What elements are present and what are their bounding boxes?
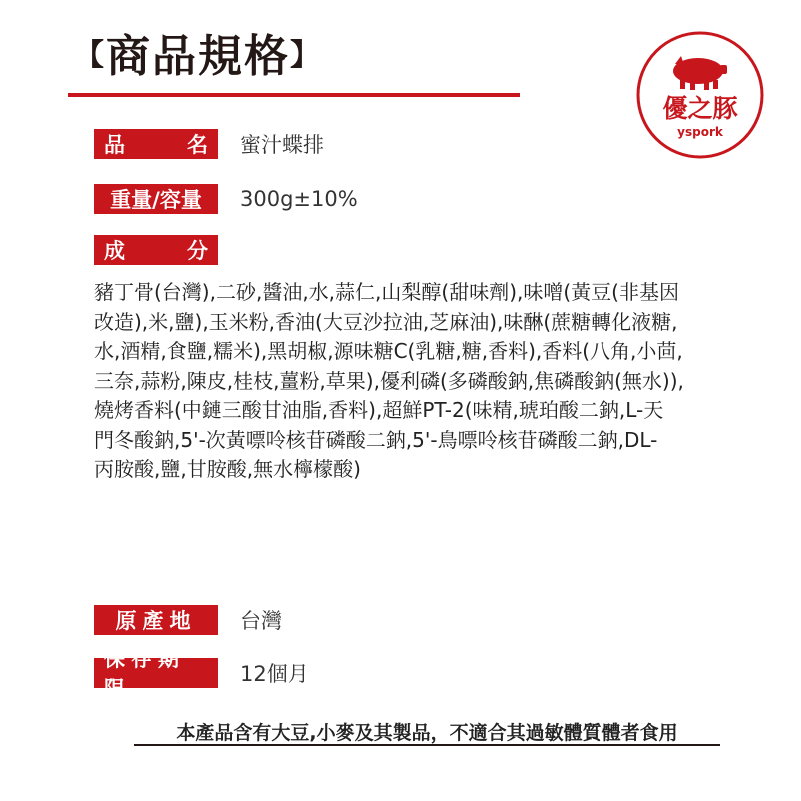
spec-label-origin: 原產地: [94, 605, 218, 635]
spec-row-product-name: [94, 129, 324, 159]
spec-label-ingredients: [94, 235, 218, 265]
spec-value-product-name: 蜜汁蝶排: [240, 133, 324, 157]
label-char: 品: [104, 133, 125, 157]
spec-label-shelf-life: 保存期限: [94, 658, 218, 688]
ingredients-line: 三奈,蒜粉,陳皮,桂枝,薑粉,草果),優利磷(多磷酸鈉,焦磷酸鈉(無水)),: [94, 368, 684, 393]
brand-logo: [634, 29, 766, 161]
ingredients-line: 門冬酸鈉,5'-次黃嘌呤核苷磷酸二鈉,5'-鳥嘌呤核苷磷酸二鈉,DL-: [94, 427, 658, 452]
ingredients-line: 豬丁骨(台灣),二砂,醬油,水,蒜仁,山梨醇(甜味劑),味噌(黃豆(非基因: [94, 280, 679, 304]
notice-underline: [134, 744, 720, 746]
spec-value-weight: 300g±10%: [240, 187, 358, 211]
title-bracket-right: 】: [290, 38, 322, 73]
ingredients-line: 燒烤香料(中鏈三酸甘油脂,香料),超鮮PT-2(味精,琥珀酸二鈉,L-天: [94, 398, 664, 422]
spec-row-origin: [94, 605, 282, 635]
spec-value-shelf-life: 12個月: [240, 662, 309, 686]
spec-row-shelf-life: [94, 647, 309, 701]
title-bracket-left: 【: [74, 38, 106, 73]
label-char: 名: [187, 133, 208, 157]
spec-row-weight: [94, 184, 358, 214]
ingredients-line: 丙胺酸,鹽,甘胺酸,無水檸檬酸): [94, 457, 361, 481]
ingredients-line: 改造),米,鹽),玉米粉,香油(大豆沙拉油,芝麻油),味醂(蔗糖轉化液糖,: [94, 309, 678, 334]
brand-sub: yspork: [677, 125, 723, 139]
label-char: 分: [187, 239, 208, 263]
title-underline: [68, 93, 520, 97]
page-title: [74, 20, 322, 84]
allergen-notice: 本產品含有大豆,小麥及其製品，不適合其過敏體質體者食用: [176, 722, 678, 744]
brand-name: 優之豚: [662, 94, 738, 123]
page-title-text: 商品規格: [106, 31, 290, 82]
spec-value-origin: 台灣: [240, 609, 282, 633]
ingredients-line: 水,酒精,食鹽,糯米),黑胡椒,源味糖C(乳糖,糖,香料),香料(八角,小茴,: [94, 339, 683, 363]
spec-row-ingredients: [94, 235, 218, 265]
label-char: 成: [104, 239, 125, 263]
spec-label-weight: 重量/容量: [94, 184, 218, 214]
spec-label-product-name: [94, 129, 218, 159]
ingredients-text: [94, 278, 706, 485]
